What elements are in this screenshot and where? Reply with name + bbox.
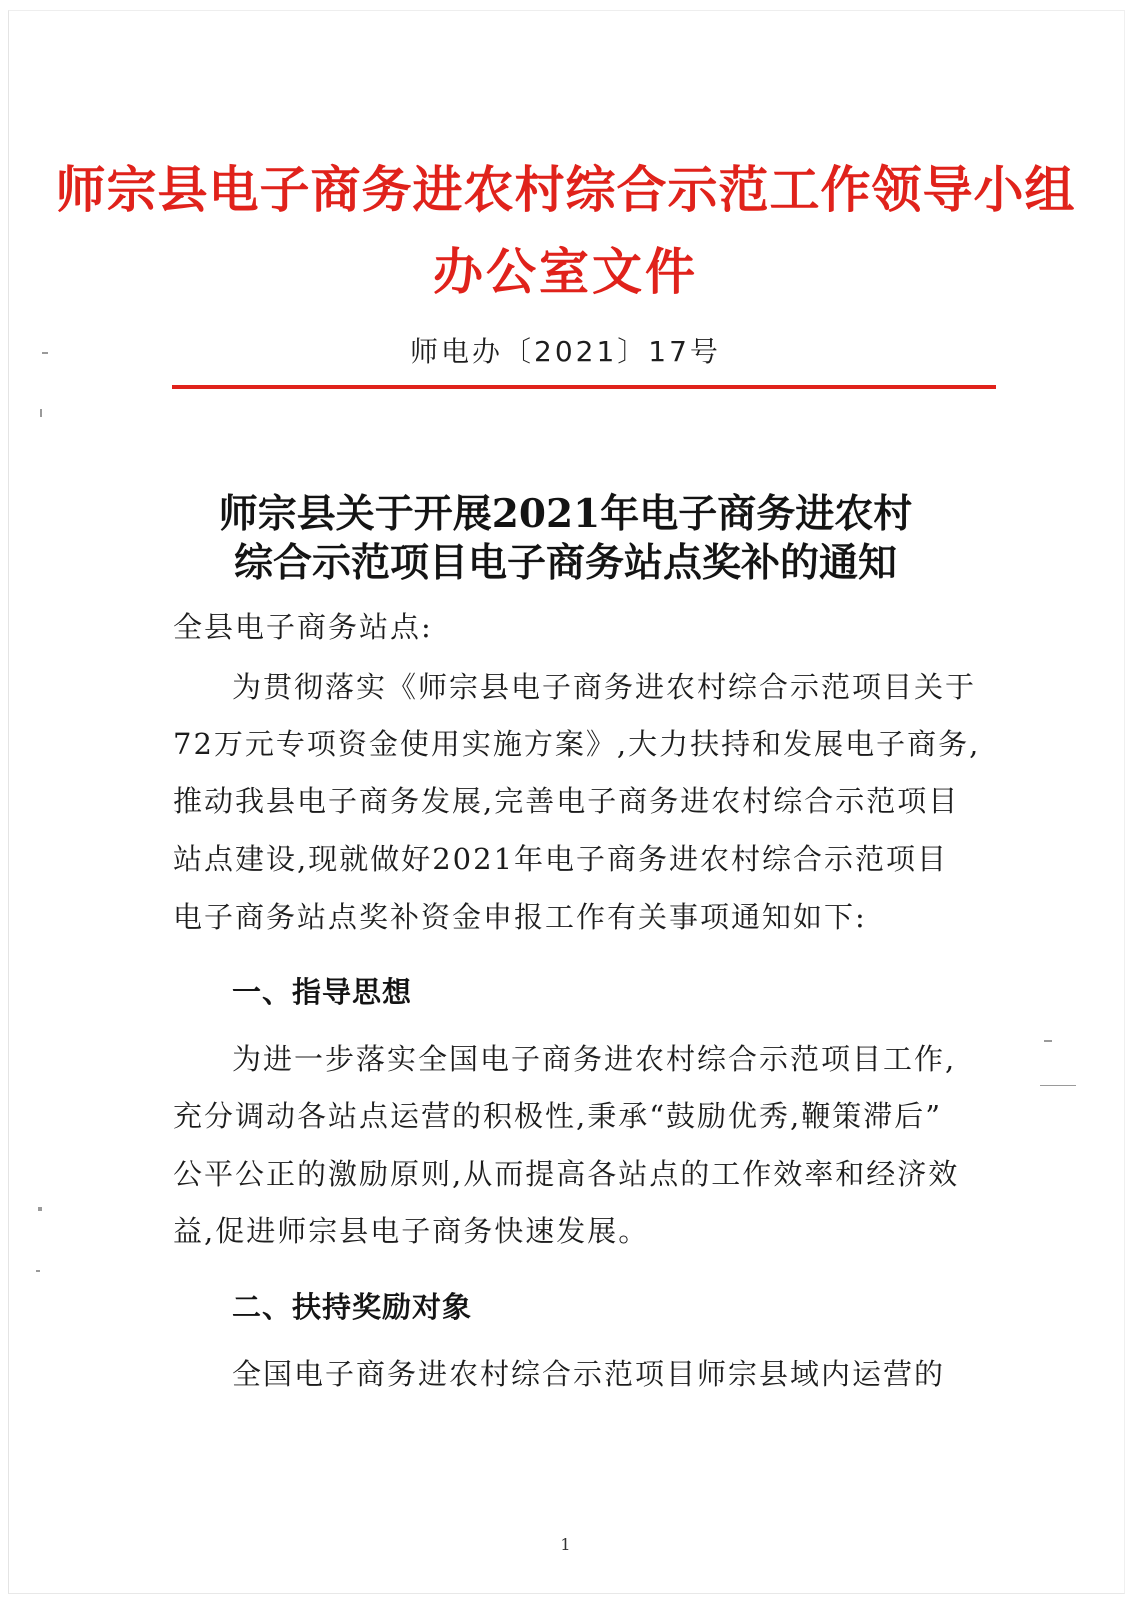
scan-margin-mark	[38, 1207, 42, 1211]
section2-paragraph-line: 全国电子商务进农村综合示范项目师宗县域内运营的	[232, 1357, 946, 1391]
section1-paragraph-line: 充分调动各站点运营的积极性,秉承“鼓励优秀,鞭策滞后”	[173, 1099, 943, 1133]
section1-paragraph-line: 为进一步落实全国电子商务进农村综合示范项目工作,	[232, 1042, 957, 1076]
scan-margin-mark	[40, 409, 42, 417]
red-separator-rule	[172, 385, 996, 389]
intro-paragraph-line: 站点建设,现就做好2021年电子商务进农村综合示范项目	[173, 842, 949, 876]
scan-margin-mark	[36, 1270, 40, 1272]
section-heading-guiding-ideology: 一、指导思想	[232, 975, 413, 1009]
header-title-line2: 办公室文件	[433, 242, 698, 301]
scan-margin-mark	[1044, 1040, 1052, 1042]
section1-paragraph-line: 公平公正的激励原则,从而提高各站点的工作效率和经济效	[173, 1157, 960, 1191]
intro-paragraph-line: 电子商务站点奖补资金申报工作有关事项通知如下:	[173, 900, 867, 934]
salutation: 全县电子商务站点:	[173, 610, 433, 644]
notice-title-line1: 师宗县关于开展2021年电子商务进农村	[218, 491, 913, 537]
section-heading-award-targets: 二、扶持奖励对象	[232, 1290, 473, 1324]
page-number: 1	[560, 1535, 571, 1554]
section1-paragraph-line: 益,促进师宗县电子商务快速发展。	[173, 1214, 650, 1248]
header-title-line1: 师宗县电子商务进农村综合示范工作领导小组	[55, 160, 1076, 219]
intro-paragraph-line: 72万元专项资金使用实施方案》,大力扶持和发展电子商务,	[173, 727, 981, 761]
intro-paragraph-line: 为贯彻落实《师宗县电子商务进农村综合示范项目关于	[232, 670, 977, 704]
intro-paragraph-line: 推动我县电子商务发展,完善电子商务进农村综合示范项目	[173, 784, 960, 818]
notice-title-line2: 综合示范项目电子商务站点奖补的通知	[233, 540, 897, 586]
document-number: 师电办〔2021〕17号	[410, 335, 721, 368]
scan-margin-mark	[1040, 1085, 1076, 1086]
